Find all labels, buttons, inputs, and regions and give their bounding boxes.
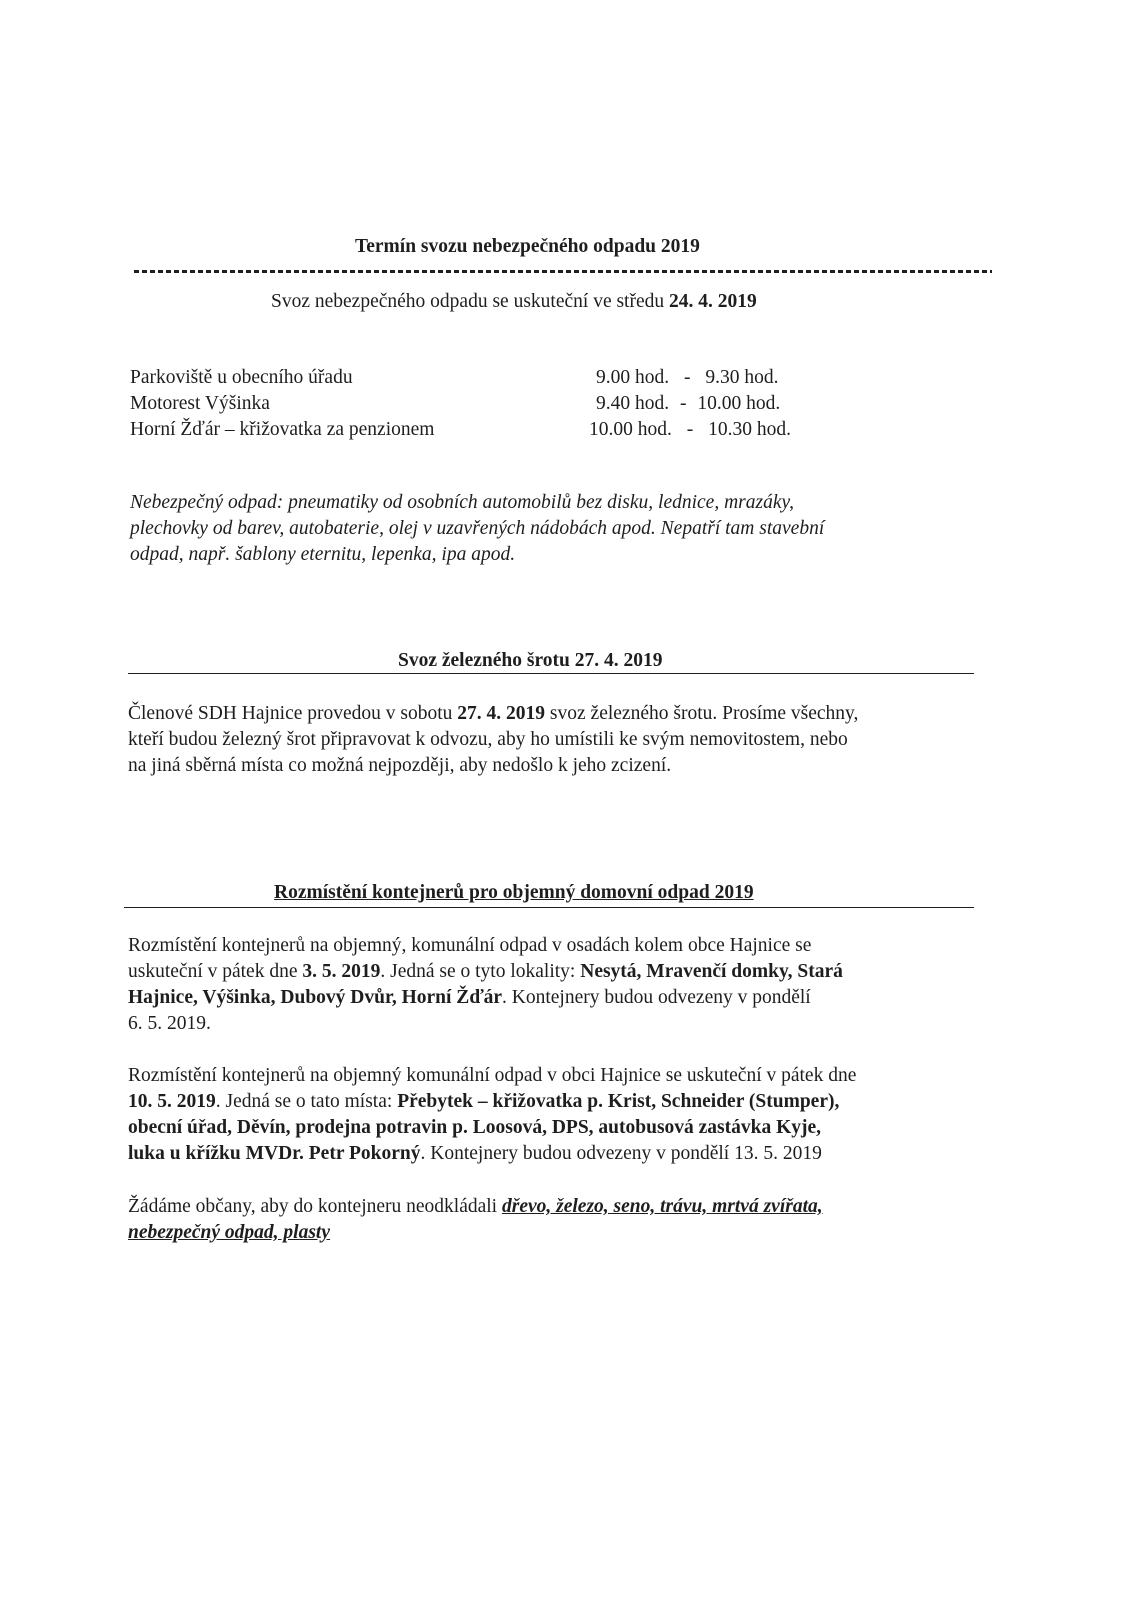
location-place-3: Horní Žďár – křižovatka za penzionem — [130, 419, 435, 440]
containers-p3-line-2 — [128, 1222, 330, 1244]
time-sep: - — [680, 393, 687, 414]
p1-localities: Nesytá, Mravenčí domky, Stará — [580, 961, 843, 982]
hazard-intro-text: Svoz nebezpečného odpadu se uskuteční ve středu — [271, 291, 669, 312]
containers-p2-line-4 — [128, 1143, 822, 1165]
containers-p1-line-2 — [128, 961, 843, 983]
containers-p1-line-1: Rozmístění kontejnerů na objemný, komunální odpad v osadách kolem obce Hajnice se — [128, 935, 812, 956]
time-sep: - — [686, 419, 694, 440]
hazard-title: Termín svozu nebezpečného odpadu 2019 — [355, 236, 700, 257]
scrap-line-2: kteří budou železný šrot připravovat k odvozu, aby ho umístili ke svým nemovitostem, nebo — [128, 729, 848, 750]
hazard-note-line-3: odpad, např. šablony eternitu, lepenka, ipa apod. — [130, 544, 516, 565]
containers-title: Rozmístění kontejnerů pro objemný domovní odpad 2019 — [274, 882, 754, 903]
location-time-2 — [596, 393, 780, 415]
scrap-text: svoz železného šrotu. Prosíme všechny, — [545, 703, 859, 724]
scrap-title: Svoz železného šrotu 27. 4. 2019 — [398, 650, 663, 671]
time-sep: - — [684, 367, 691, 388]
containers-p2-line-2 — [128, 1091, 839, 1113]
p3-text: Žádáme občany, aby do kontejneru neodkládali — [128, 1196, 502, 1217]
p3-prohibited: nebezpečný odpad, plasty — [128, 1222, 331, 1243]
containers-p2-line-1: Rozmístění kontejnerů na objemný komunální odpad v obci Hajnice se uskuteční v pátek dne — [128, 1065, 857, 1086]
time-to: 9.30 hod. — [705, 367, 779, 388]
p3-prohibited: dřevo, železo, seno, trávu, mrtvá zvířata, — [501, 1196, 823, 1217]
scrap-date: 27. 4. 2019 — [457, 703, 546, 724]
hazard-note-line-2: plechovky od barev, autobaterie, olej v uzavřených nádobách apod. Nepatří tam stavební — [130, 518, 825, 539]
scrap-line-1 — [128, 703, 858, 725]
p1-text: . Kontejnery budou odvezeny v pondělí — [502, 987, 811, 1008]
time-to: 10.00 hod. — [697, 393, 781, 414]
time-from: 9.40 hod. — [596, 393, 670, 414]
containers-p3-line-1 — [128, 1196, 823, 1218]
time-from: 10.00 hod. — [589, 419, 672, 440]
p2-places: Přebytek – křižovatka p. Krist, Schneider (Stumper), — [397, 1091, 840, 1112]
location-time-3 — [589, 419, 791, 441]
location-place-1: Parkoviště u obecního úřadu — [130, 367, 353, 388]
dashed-separator — [134, 268, 992, 276]
scrap-line-3: na jiná sběrná místa co možná nejpozději, aby nedošlo k jeho zcizení. — [128, 755, 672, 776]
hazard-intro-date: 24. 4. 2019 — [669, 291, 757, 312]
p1-localities: Hajnice, Výšinka, Dubový Dvůr, Horní Žďár — [128, 987, 503, 1008]
location-time-1 — [596, 367, 779, 389]
containers-title-rule — [124, 907, 974, 908]
time-to: 10.30 hod. — [708, 419, 791, 440]
containers-p1-line-3 — [128, 987, 811, 1009]
p2-text: . Kontejnery budou odvezeny v pondělí 13. 5. 2019 — [420, 1143, 822, 1164]
scrap-text: Členové SDH Hajnice provedou v sobotu — [128, 703, 458, 724]
p1-text: uskuteční v pátek dne — [128, 961, 303, 982]
scrap-title-rule — [128, 673, 974, 674]
location-place-2: Motorest Výšinka — [130, 393, 270, 414]
p2-places: luka u křížku MVDr. Petr Pokorný — [128, 1143, 421, 1164]
p2-text: . Jedná se o tato místa: — [215, 1091, 398, 1112]
time-from: 9.00 hod. — [596, 367, 670, 388]
hazard-note-line-1: Nebezpečný odpad: pneumatiky od osobních automobilů bez disku, lednice, mrazáky, — [130, 492, 794, 513]
containers-p2-line-3: obecní úřad, Děvín, prodejna potravin p. Loosová, DPS, autobusová zastávka Kyje, — [128, 1117, 822, 1138]
p1-text: . Jedná se o tyto lokality: — [380, 961, 581, 982]
hazard-intro — [271, 291, 757, 313]
containers-p1-line-4: 6. 5. 2019. — [128, 1013, 211, 1034]
p2-date: 10. 5. 2019 — [128, 1091, 216, 1112]
p1-date: 3. 5. 2019 — [302, 961, 381, 982]
